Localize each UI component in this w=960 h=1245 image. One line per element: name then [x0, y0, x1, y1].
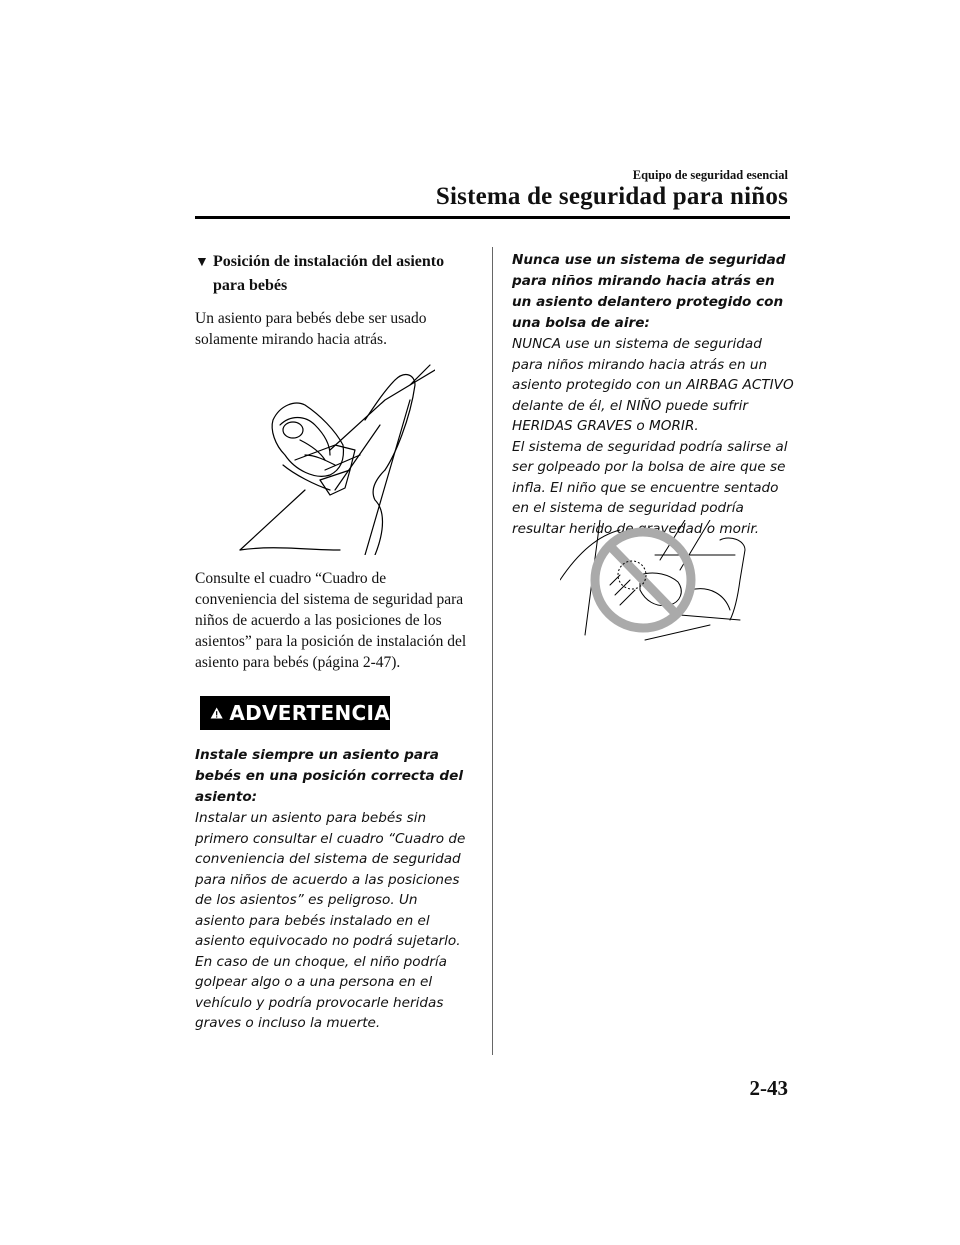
prohibited-airbag-illustration	[560, 520, 760, 642]
header-rule	[195, 216, 790, 219]
right-column	[512, 250, 794, 539]
page-number: 2-43	[749, 1076, 788, 1100]
page-title: Sistema de seguridad para niños	[435, 183, 788, 210]
warning-badge	[200, 696, 390, 730]
left-column	[195, 250, 470, 350]
left-warning-text: Instalar un asiento para bebés sin primero consultar el cuadro “Cuadro de conveniencia del sistema de seguridad para niños de acuerdo a las posiciones de los asientos” es peligroso. Un asiento para bebés instalado en el asiento equivocado no podrá sujetarlo. En caso de un choque, el niño podría golpear algo o a una persona en el vehículo y podría provocarle heridas graves o incluso la muerte.	[195, 810, 466, 1031]
left-column-consult	[195, 568, 470, 673]
right-warning-text-1: NUNCA use un sistema de seguridad para niños mirando hacia atrás en un asiento protegido con un AIRBAG ACTIVO delante de él, el NIÑO puede sufrir HERIDAS GRAVES o MORIR.	[512, 336, 794, 434]
section-heading-line2: para bebés	[213, 277, 288, 294]
warning-icon	[210, 703, 223, 723]
intro-paragraph: Un asiento para bebés debe ser usado solamente mirando hacia atrás.	[195, 310, 427, 348]
consult-paragraph: Consulte el cuadro “Cuadro de conveniencia del sistema de seguridad para niños de acuerdo a las posiciones de los asientos” para la posición de instalación del asiento para bebés (página 2-47).	[195, 570, 467, 671]
section-heading-line1: Posición de instalación del asiento	[213, 253, 445, 270]
section-heading	[195, 250, 470, 298]
right-warning-heading: Nunca use un sistema de seguridad para niños mirando hacia atrás en un asiento delantero protegido con una bolsa de aire:	[512, 252, 786, 331]
left-warning-heading: Instale siempre un asiento para bebés en una posición correcta del asiento:	[195, 747, 463, 805]
left-warning	[195, 745, 470, 1034]
column-divider	[492, 247, 493, 1055]
right-warning-text-2: El sistema de seguridad podría salirse al ser golpeado por la bolsa de aire que se infla. El niño que se encuentre sentado en el sistema de seguridad podría resultar herido de gravedad o morir.	[512, 438, 788, 537]
warning-label: ADVERTENCIA	[229, 701, 390, 725]
triangle-down-icon: ▼	[195, 255, 209, 270]
infant-seat-illustration	[235, 360, 435, 555]
header-section-label: Equipo de seguridad esencial	[632, 168, 788, 182]
